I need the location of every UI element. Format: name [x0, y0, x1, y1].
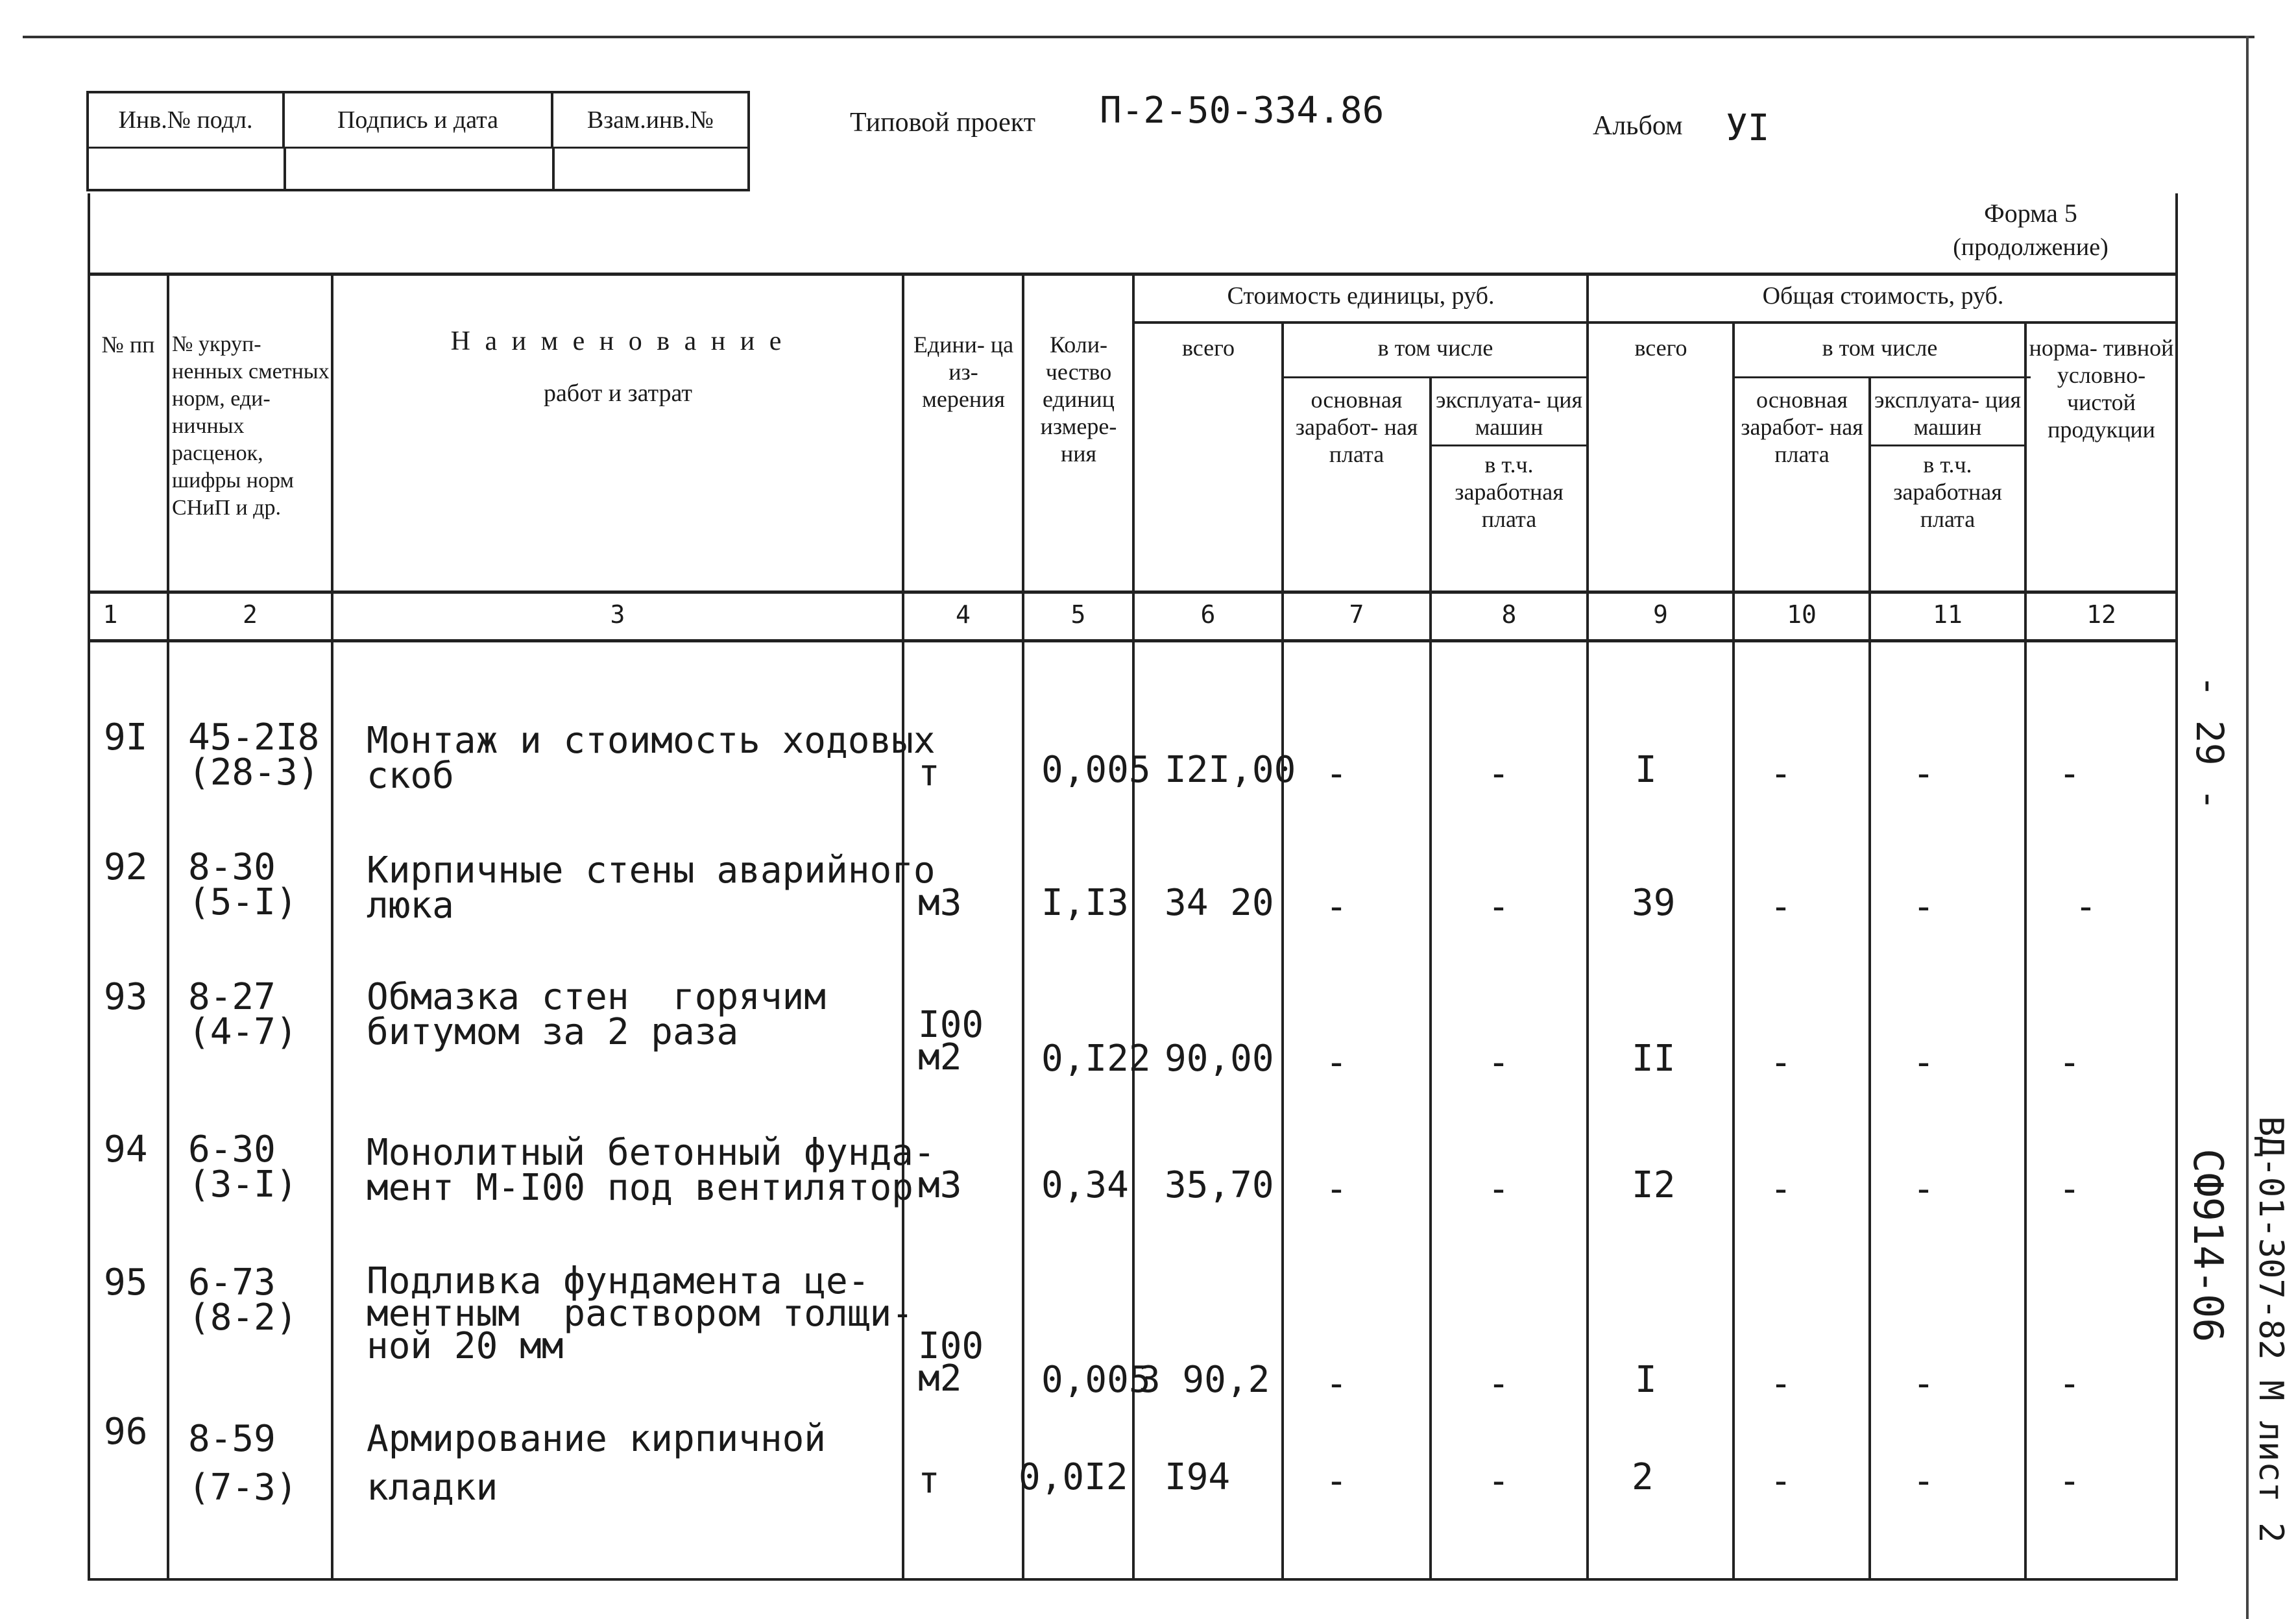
album-label: Альбом — [1593, 111, 1683, 141]
row-name: Монолитный бетонный фунда- мент М-I00 под вентилятор — [367, 1132, 936, 1209]
col-num: 1 — [103, 600, 118, 629]
hdr-osnovnaya-2: основная заработ- ная плата — [1741, 387, 1863, 467]
page-number: - 29 - — [2188, 675, 2232, 811]
row-c8: - — [1488, 1460, 1510, 1502]
row-c12: - — [2059, 1460, 2081, 1502]
hdr-ekspl-1: эксплуата- ция машин — [1435, 387, 1583, 440]
row-c12: - — [2075, 886, 2097, 928]
col-line — [331, 273, 333, 1581]
row-c8: - — [1488, 1168, 1510, 1210]
col-line — [2024, 321, 2027, 1581]
col-num: 3 — [610, 600, 625, 629]
stamp-inv-podl: Инв.№ подл. — [89, 93, 285, 147]
tip-label: Типовой проект — [850, 108, 1035, 138]
row-qty: 0,005 — [1041, 749, 1151, 791]
row-c10: - — [1770, 753, 1792, 795]
forma-sub: (продолжение) — [1953, 234, 2109, 261]
row-c7: - — [1325, 1041, 1347, 1084]
row-name: Армирование кирпичной кладки — [367, 1418, 827, 1509]
row-qty: I,I3 — [1041, 882, 1129, 924]
row-unit: м3 — [918, 1164, 962, 1206]
project-code: П-2-50-334.86 — [1100, 90, 1384, 132]
ekspl-line-2 — [1868, 444, 2024, 446]
row-price: I2I,00 — [1165, 749, 1296, 791]
col-num: 2 — [243, 600, 258, 629]
row-name: Подливка фундамента це- ментным раствором толщи- ной 20 мм — [367, 1260, 913, 1367]
row-c11: - — [1913, 1460, 1935, 1502]
row-total: II — [1632, 1038, 1676, 1080]
row-name: Монтаж и стоимость ходовых скоб — [367, 720, 936, 797]
row-norm: 8-27 (4-7) — [188, 976, 298, 1053]
hdr-vsego-2: всего — [1634, 335, 1687, 361]
row-c11: - — [1913, 753, 1935, 795]
col-num: 12 — [2086, 600, 2116, 629]
col-line — [1281, 321, 1284, 1581]
row-unit: т — [918, 1459, 940, 1502]
hdr-norm: № укруп- ненных сметных норм, еди- ничных расценок, шифры норм СНиП и др. — [172, 332, 330, 520]
row-c7: - — [1325, 1168, 1347, 1210]
hdr-norm-prod: норма- тивной условно- чистой продукции — [2029, 335, 2174, 443]
col-num: 10 — [1787, 600, 1817, 629]
document-code: СФ914-06 — [2184, 1149, 2232, 1343]
row-c8: - — [1488, 1041, 1510, 1084]
row-c10: - — [1770, 1363, 1792, 1405]
row-c8: - — [1488, 886, 1510, 928]
subgroup-line-1 — [1281, 376, 1586, 378]
row-number: 93 — [104, 976, 148, 1018]
row-name: Обмазка стен горячим битумом за 2 раза — [367, 976, 827, 1053]
row-unit: I00 м2 — [918, 1325, 984, 1400]
row-number: 95 — [104, 1261, 148, 1304]
row-norm: 8-59 (7-3) — [188, 1418, 298, 1509]
row-qty: 0,34 — [1041, 1164, 1129, 1206]
right-rule — [2246, 36, 2249, 1619]
hdr-vsego-1: всего — [1181, 335, 1235, 361]
row-c10: - — [1770, 1041, 1792, 1084]
hdr-unit: Едини- ца из- мерения — [913, 332, 1014, 412]
row-c12: - — [2059, 753, 2081, 795]
hdr-vtom-2: в том числе — [1822, 335, 1938, 361]
row-number: 9I — [104, 716, 148, 759]
hdr-vtch-1: в т.ч. заработная плата — [1455, 452, 1564, 532]
col-num: 7 — [1349, 600, 1364, 629]
ekspl-line-1 — [1429, 444, 1586, 446]
hdr-ekspl-2: эксплуата- ция машин — [1874, 387, 2022, 440]
row-c8: - — [1488, 1363, 1510, 1405]
cost-group-line — [1132, 321, 2178, 324]
hdr-osnovnaya-1: основная заработ- ная плата — [1295, 387, 1418, 467]
stamp-vzam: Взам.инв.№ — [586, 106, 714, 134]
row-c10: - — [1770, 1460, 1792, 1502]
row-c7: - — [1325, 886, 1347, 928]
col-num: 11 — [1933, 600, 1963, 629]
col-num: 8 — [1501, 600, 1517, 629]
row-norm: 6-73 (8-2) — [188, 1261, 298, 1339]
hdr-qty: Коли- чество единиц измере- ния — [1040, 332, 1117, 467]
row-qty: 0,0I2 — [1019, 1456, 1128, 1498]
row-unit: т — [918, 752, 940, 794]
row-name: Кирпичные стены аварийного люка — [367, 849, 936, 927]
row-number: 92 — [104, 846, 148, 888]
col-line — [1868, 376, 1871, 1581]
row-norm: 8-30 (5-I) — [188, 846, 298, 923]
top-rule — [23, 36, 2254, 38]
row-number: 96 — [104, 1411, 148, 1453]
row-price: 35,70 — [1165, 1164, 1274, 1206]
stamp-col-line — [552, 147, 555, 189]
hdr-unit-cost: Стоимость единицы, руб. — [1227, 282, 1495, 310]
col-line — [1429, 376, 1432, 1581]
row-c10: - — [1770, 886, 1792, 928]
hdr-name: Н а и м е н о в а н и е — [450, 326, 786, 356]
row-price: I94 — [1165, 1456, 1231, 1498]
row-norm: 45-2I8 (28-3) — [188, 716, 320, 794]
hdr-npp: № пп — [101, 332, 155, 358]
hdr-vtch-2: в т.ч. заработная плата — [1893, 452, 2002, 532]
stamp-podpis: Подпись и дата — [285, 93, 553, 147]
row-c12: - — [2059, 1168, 2081, 1210]
subgroup-line-2 — [1732, 376, 2031, 378]
col-line — [1586, 273, 1589, 1581]
col-num: 5 — [1070, 600, 1086, 629]
col-line — [167, 273, 169, 1581]
stamp-col-line — [284, 147, 286, 189]
row-c12: - — [2059, 1363, 2081, 1405]
album-value: УI — [1726, 107, 1770, 149]
stamp-divider — [89, 147, 747, 149]
row-c11: - — [1913, 1041, 1935, 1084]
col-line — [1732, 321, 1735, 1581]
row-c7: - — [1325, 1460, 1347, 1502]
hdr-total-cost: Общая стоимость, руб. — [1762, 282, 2004, 310]
row-norm: 6-30 (3-I) — [188, 1128, 298, 1206]
col-num: 9 — [1653, 600, 1668, 629]
row-c10: - — [1770, 1168, 1792, 1210]
row-qty: 0,005 — [1041, 1359, 1151, 1401]
row-price: 3 90,2 — [1139, 1359, 1270, 1401]
row-number: 94 — [104, 1128, 148, 1171]
hdr-vtom-1: в том числе — [1377, 335, 1493, 361]
row-total: I — [1635, 1359, 1657, 1401]
sheet-code: ВД-01-307-82 М лист 2 — [2251, 1116, 2290, 1543]
row-c11: - — [1913, 886, 1935, 928]
row-price: 34 20 — [1165, 882, 1274, 924]
hdr-name-sub: работ и затрат — [543, 380, 693, 407]
stamp-box — [86, 91, 750, 191]
row-price: 90,00 — [1165, 1038, 1274, 1080]
row-c12: - — [2059, 1041, 2081, 1084]
col-line — [1022, 273, 1024, 1581]
row-qty: 0,I22 — [1041, 1038, 1151, 1080]
row-total: I — [1635, 749, 1657, 791]
row-unit: м3 — [918, 882, 962, 924]
row-total: 39 — [1632, 882, 1676, 924]
col-num: 4 — [956, 600, 971, 629]
row-c7: - — [1325, 753, 1347, 795]
forma-label: Форма 5 — [1984, 199, 2077, 228]
row-c8: - — [1488, 753, 1510, 795]
row-total: 2 — [1632, 1456, 1654, 1498]
row-c11: - — [1913, 1168, 1935, 1210]
row-total: I2 — [1632, 1164, 1676, 1206]
row-unit: I00 м2 — [918, 1004, 984, 1078]
col-num: 6 — [1200, 600, 1216, 629]
col-line — [902, 273, 904, 1581]
row-c7: - — [1325, 1363, 1347, 1405]
row-c11: - — [1913, 1363, 1935, 1405]
